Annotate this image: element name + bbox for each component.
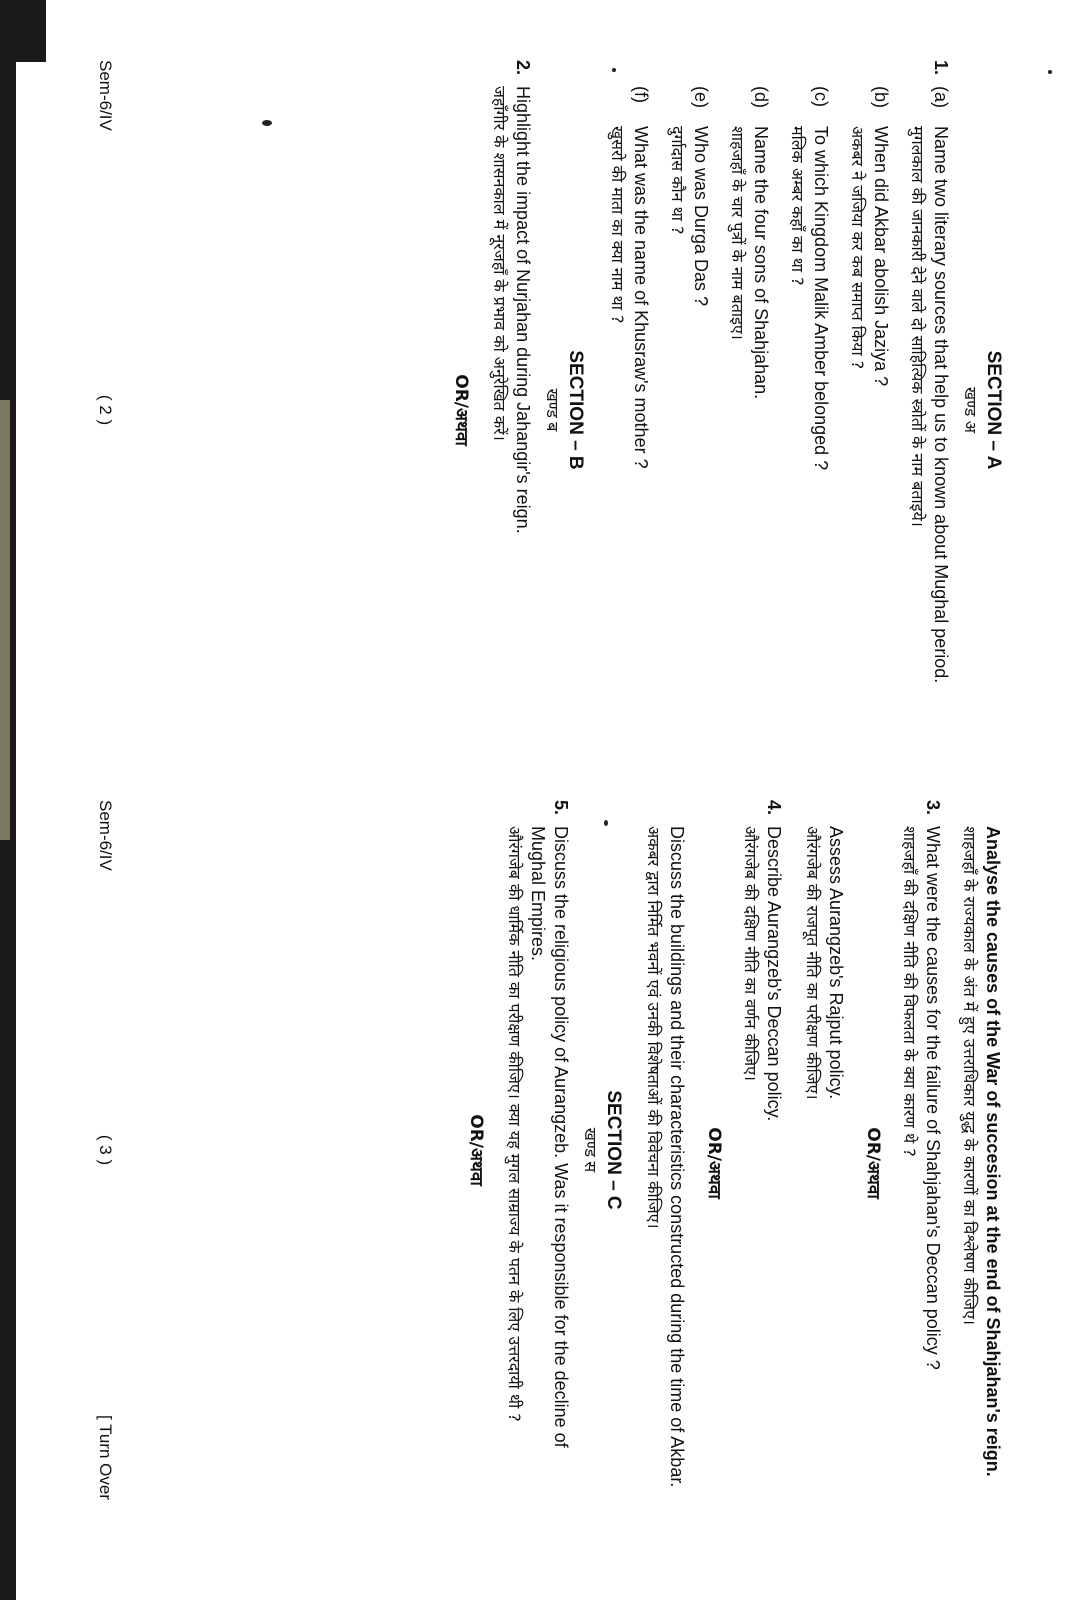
sub-question-b xyxy=(846,86,892,760)
sub-question-c xyxy=(786,86,832,760)
sub-question-hindi: मुगलकाल की जानकारी देने वाले दो साहित्यिक स्त्रोतों के नाम बताइये। xyxy=(908,126,927,527)
sub-question-hindi: मलिक अम्बर कहाँ का था ? xyxy=(788,126,807,286)
question-hindi: जहाँगीर के शासनकाल में नूरजहाँ के प्रभाव को अनुरेखित करें। xyxy=(490,86,509,441)
sub-question-english: When did Akbar abolish Jaziya ? xyxy=(871,126,891,387)
question-1-items xyxy=(592,86,952,760)
question-hindi: शाहजहाँ की दक्षिण नीति की विफलता के क्या कारण थे ? xyxy=(900,826,919,1157)
section-a-subtitle: खण्ड अ xyxy=(961,387,978,433)
question-english: Describe Aurangzeb's Deccan policy. xyxy=(764,826,784,1122)
question-number: 4. xyxy=(764,800,784,816)
page-2 xyxy=(90,60,1010,760)
scan-edge-notch xyxy=(0,0,46,62)
or-separator: OR/अथवा xyxy=(466,1114,486,1186)
sub-question-e xyxy=(666,86,712,760)
question-number: 3. xyxy=(923,800,943,816)
section-b-title: SECTION – B xyxy=(565,350,586,470)
page-number: ( 2 ) xyxy=(96,394,115,426)
sub-question-a xyxy=(906,86,952,760)
sub-question-label: (a) xyxy=(931,86,951,108)
page-footer xyxy=(90,60,120,760)
sub-question-label: (b) xyxy=(871,86,891,108)
sub-question-hindi: खुसरो की माता का क्या नाम था ? xyxy=(608,126,627,324)
or-separator: OR/अथवा xyxy=(451,374,471,446)
sub-question-english: Who was Durga Das ? xyxy=(691,126,711,307)
sub-question-d xyxy=(726,86,772,760)
scan-speck xyxy=(1048,70,1052,74)
question-3 xyxy=(801,800,944,1500)
question-number: 2. xyxy=(513,60,533,76)
section-c-subtitle: खण्ड स xyxy=(581,1127,598,1173)
question-english: Analyse the causes of the War of succesion at the end of Shahjahan's reign. xyxy=(983,826,1003,1477)
question-2-alternative xyxy=(958,800,1004,1500)
question-english: Highlight the impact of Nurjahan during Jahangir's reign. xyxy=(513,86,533,534)
question-english: Discuss the religious policy of Aurangzeb. Was it responsible for the decline of Mughal Empires. xyxy=(528,826,571,1448)
sub-question-label: (c) xyxy=(811,86,831,107)
question-hindi: औरंगजेब की धार्मिक नीति का परीक्षण कीजिए। क्या यह मुगल साम्राज्य के पतन के लिए उत्तरदायी थी ? xyxy=(505,826,524,1422)
sub-question-english: Name the four sons of Shahjahan. xyxy=(751,126,771,400)
alternative-hindi: औरंगजेब की राजपूत नीति का परीक्षण कीजिए। xyxy=(803,826,822,1100)
question-4 xyxy=(642,800,785,1500)
or-separator: OR/अथवा xyxy=(863,1127,883,1199)
question-hindi: औरंगजेब की दक्षिण नीति का वर्णन कीजिए। xyxy=(741,826,760,1081)
page-number: ( 3 ) xyxy=(96,1134,115,1166)
sub-question-english: What was the name of Khusraw's mother ? xyxy=(631,126,651,469)
question-2 xyxy=(488,60,534,760)
sub-question-label: (e) xyxy=(691,86,711,108)
alternative-english: Discuss the buildings and their characteristics constructed during the time of Akbar. xyxy=(667,826,687,1488)
section-c-title: SECTION – C xyxy=(603,1090,624,1210)
question-number: 1. xyxy=(931,60,951,76)
or-separator: OR/अथवा xyxy=(704,1127,724,1199)
section-b-subtitle: खण्ड ब xyxy=(543,388,560,432)
question-paper-sheet xyxy=(90,60,1010,1580)
paper-code: Sem-6/IV xyxy=(96,800,115,871)
paper-code: Sem-6/IV xyxy=(96,60,115,131)
question-english: What were the causes for the failure of Shahjahan's Deccan policy ? xyxy=(923,826,943,1370)
question-hindi: शाहजहाँ के राज्यकाल के अंत में हुए उत्तराधिकार युद्ध के कारणों का विश्लेषण कीजिए। xyxy=(960,826,979,1325)
section-a-title: SECTION – A xyxy=(983,350,1004,470)
alternative-hindi: अकबर द्वारा निर्मित भवनों एवं उनकी विशेषताओं की विवेचना कीजिए। xyxy=(644,826,663,1229)
scan-strip xyxy=(0,400,10,840)
question-5 xyxy=(503,800,572,1500)
sub-question-english: To which Kingdom Malik Amber belonged ? xyxy=(811,126,831,471)
sub-question-hindi: अकबर ने जजिया कर कब समाप्त किया ? xyxy=(848,126,867,370)
page-footer xyxy=(90,800,120,1500)
sub-question-f xyxy=(606,86,652,760)
sub-question-hindi: शाहजहाँ के चार पुत्रों के नाम बताइए। xyxy=(728,126,747,340)
sub-question-english: Name two literary sources that help us to known about Mughal period. xyxy=(931,126,951,684)
sub-question-hindi: दुर्गादास कौन था ? xyxy=(668,126,687,235)
sub-question-label: (f) xyxy=(631,86,651,103)
sub-question-label: (d) xyxy=(751,86,771,108)
turn-over-note: [ Turn Over xyxy=(96,1414,115,1500)
question-1 xyxy=(592,60,952,760)
page-3 xyxy=(90,800,1010,1500)
alternative-english: Assess Aurangzeb's Rajput policy. xyxy=(826,826,846,1100)
question-number: 5. xyxy=(551,800,571,816)
